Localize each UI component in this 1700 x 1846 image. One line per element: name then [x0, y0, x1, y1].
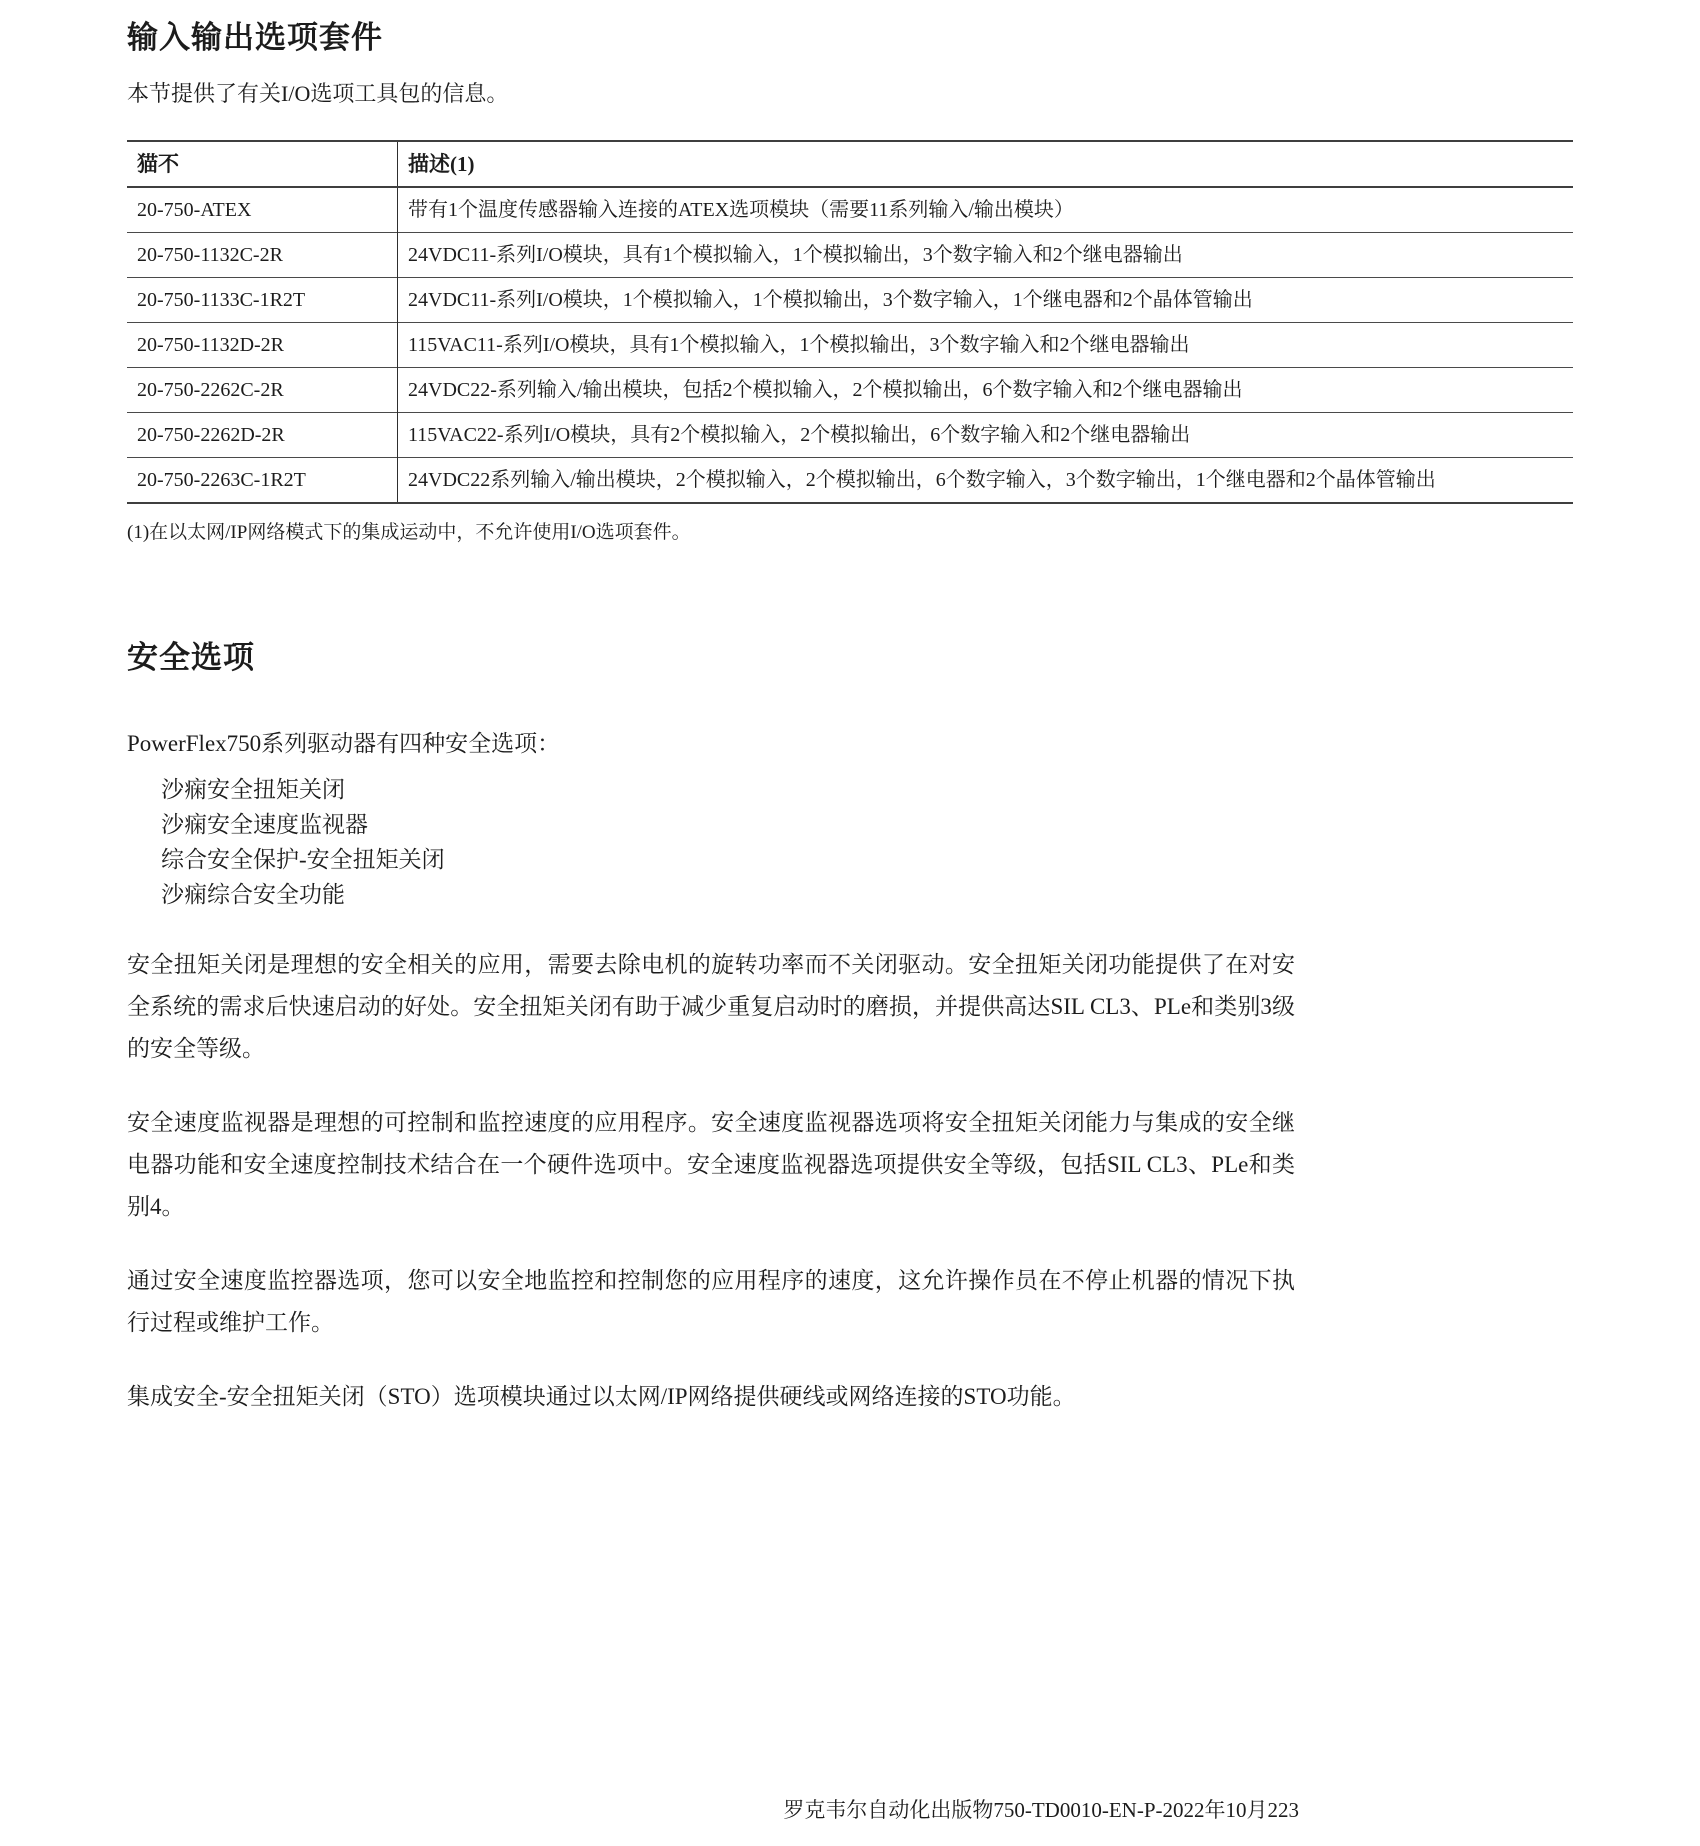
table-row — [127, 187, 1573, 233]
safety-option-item: 沙痫综合安全功能 — [161, 882, 345, 907]
page-footer-publication: 罗克韦尔自动化出版物750-TD0010-EN-P-2022年10月223 — [783, 1798, 1299, 1822]
catalog-number-cell: 20-750-1133C-1R2T — [127, 278, 398, 323]
paragraph-integrated-safety-sto: 集成安全-安全扭矩关闭（STO）选项模块通过以太网/IP网络提供硬线或网络连接的STO功能。 — [127, 1384, 1076, 1409]
table-row — [127, 323, 1573, 368]
safety-option-item: 综合安全保护-安全扭矩关闭 — [161, 847, 445, 872]
io-section-intro: 本节提供了有关I/O选项工具包的信息。 — [127, 81, 509, 106]
table-row — [127, 278, 1573, 323]
io-options-table-header — [127, 141, 1573, 187]
io-options-table-body — [127, 187, 1573, 503]
catalog-number-cell: 20-750-1132C-2R — [127, 233, 398, 278]
io-options-table — [127, 140, 1573, 504]
table-row — [127, 458, 1573, 504]
paragraph-speed-monitor-benefit: 通过安全速度监控器选项，您可以安全地监控和控制您的应用程序的速度，这允许操作员在不停止机器的情况下执行过程或维护工作。 — [127, 1268, 1295, 1335]
table-row — [127, 413, 1573, 458]
column-header-catalog-number: 猫不 — [127, 141, 398, 187]
description-cell: 115VAC11-系列I/O模块，具有1个模拟输入，1个模拟输出，3个数字输入和2个继电器输出 — [408, 334, 1190, 356]
paragraph-safe-speed-monitor: 安全速度监视器是理想的可控制和监控速度的应用程序。安全速度监视器选项将安全扭矩关闭能力与集成的安全继电器功能和安全速度控制技术结合在一个硬件选项中。安全速度监视器选项提供安全等级，包括SIL CL3、PLe和类别4。 — [127, 1110, 1295, 1219]
column-header-description: 描述(1) — [408, 152, 475, 176]
table-footnote: (1)在以太网/IP网络模式下的集成运动中，不允许使用I/O选项套件。 — [127, 522, 691, 543]
table-row — [127, 233, 1573, 278]
description-cell: 带有1个温度传感器输入连接的ATEX选项模块（需要11系列输入/输出模块） — [408, 199, 1074, 221]
safety-option-item: 沙痫安全扭矩关闭 — [161, 777, 345, 802]
description-cell: 24VDC22系列输入/输出模块，2个模拟输入，2个模拟输出，6个数字输入，3个数字输出，1个继电器和2个晶体管输出 — [408, 469, 1436, 491]
catalog-number-cell: 20-750-2262C-2R — [127, 368, 398, 413]
section-title-io-option-kits: 输入输出选项套件 — [127, 20, 383, 55]
section-title-safety-options: 安全选项 — [127, 640, 255, 675]
description-cell: 24VDC11-系列I/O模块，具有1个模拟输入，1个模拟输出，3个数字输入和2个继电器输出 — [408, 244, 1183, 266]
description-cell: 24VDC11-系列I/O模块，1个模拟输入，1个模拟输出，3个数字输入，1个继电器和2个晶体管输出 — [408, 289, 1253, 311]
table-header-row — [127, 141, 1573, 187]
description-cell: 115VAC22-系列I/O模块，具有2个模拟输入，2个模拟输出，6个数字输入和2个继电器输出 — [408, 424, 1191, 446]
description-cell: 24VDC22-系列输入/输出模块，包括2个模拟输入，2个模拟输出，6个数字输入和2个继电器输出 — [408, 379, 1243, 401]
catalog-number-cell: 20-750-2262D-2R — [127, 413, 398, 458]
safety-options-intro: PowerFlex750系列驱动器有四种安全选项： — [127, 731, 561, 756]
catalog-number-cell: 20-750-ATEX — [127, 187, 398, 233]
safety-options-list — [127, 772, 1700, 912]
catalog-number-cell: 20-750-2263C-1R2T — [127, 458, 398, 504]
safety-option-item: 沙痫安全速度监视器 — [161, 812, 368, 837]
catalog-number-cell: 20-750-1132D-2R — [127, 323, 398, 368]
table-row — [127, 368, 1573, 413]
paragraph-safe-torque-off: 安全扭矩关闭是理想的安全相关的应用，需要去除电机的旋转功率而不关闭驱动。安全扭矩关闭功能提供了在对安全系统的需求后快速启动的好处。安全扭矩关闭有助于减少重复启动时的磨损，并提供高达SIL CL3、PLe和类别3级的安全等级。 — [127, 952, 1295, 1061]
